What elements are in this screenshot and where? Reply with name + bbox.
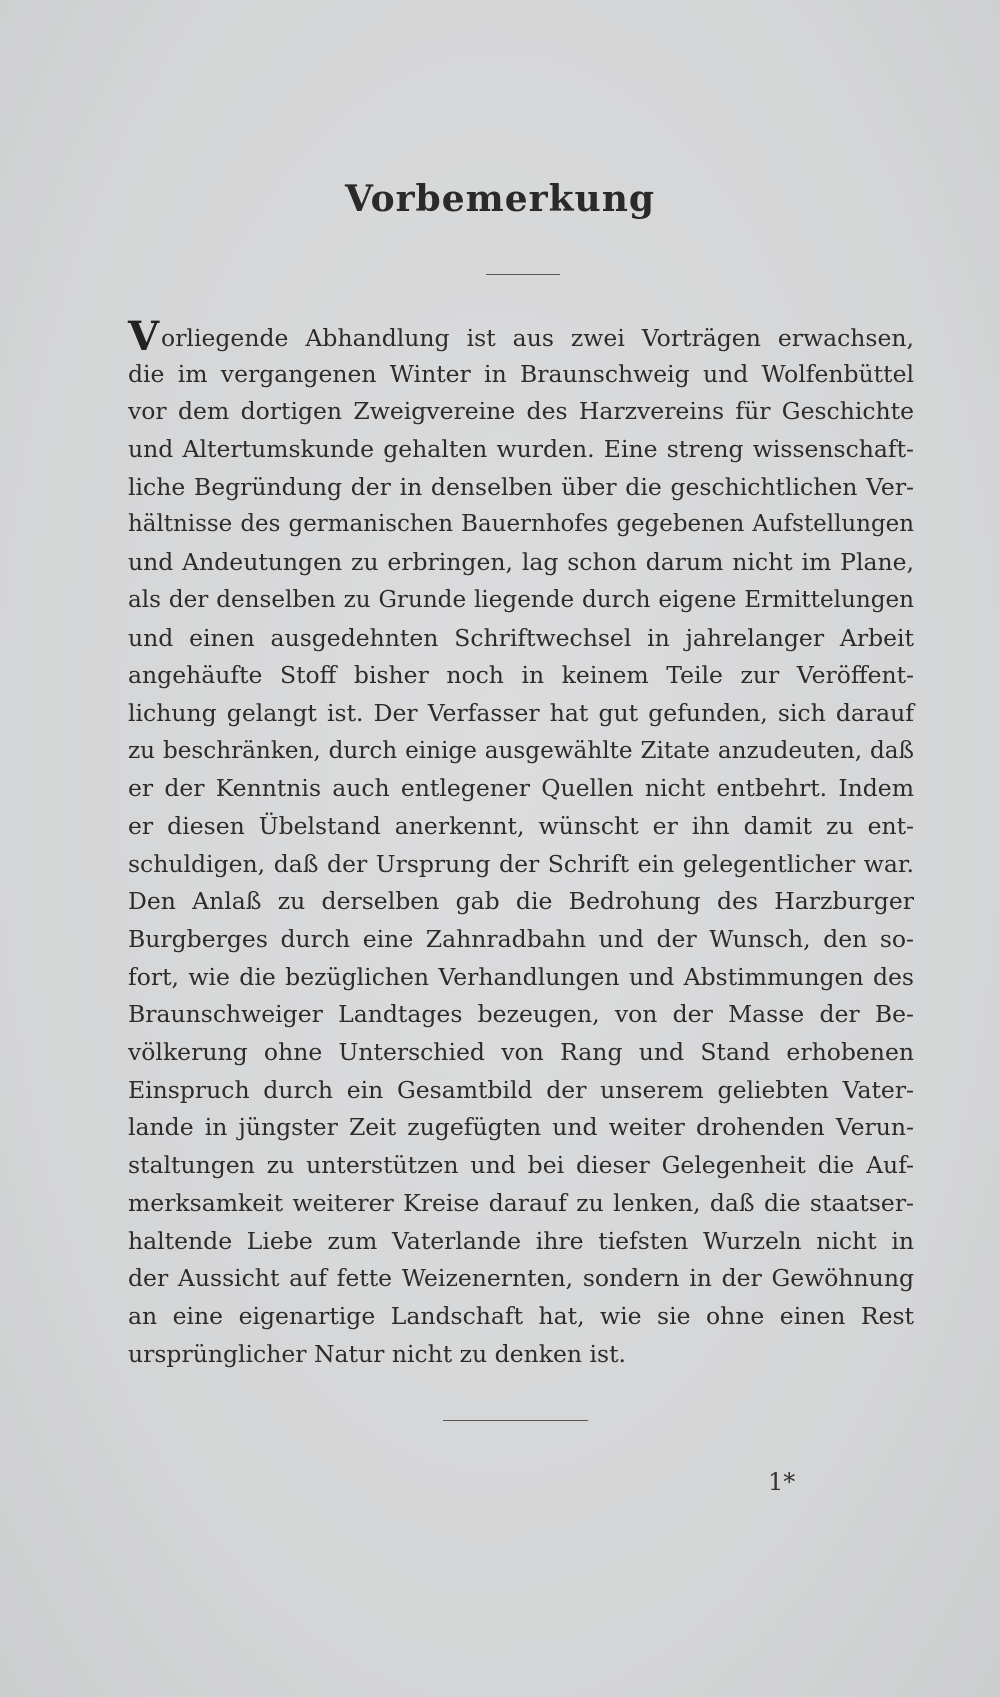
text-line: die im vergangenen Winter in Braunschweig und Wolfenbüttel: [128, 359, 914, 388]
text-line: Braunschweiger Landtages bezeugen, von der Masse der Be-: [128, 1000, 914, 1029]
text-line: hältnisse des germanischen Bauernhofes gegebenen Aufstellungen: [128, 511, 914, 538]
text-line: staltungen zu unterstützen und bei dieser Gelegenheit die Auf-: [128, 1151, 914, 1180]
text-line: vor dem dortigen Zweigvereine des Harzvereins für Geschichte: [128, 397, 914, 426]
text-line: er der Kenntnis auch entlegener Quellen nicht entbehrt. Indem: [128, 774, 914, 803]
text-line: zu beschränken, durch einige ausgewählte Zitate anzudeuten, daß: [128, 737, 914, 764]
text-line: er diesen Übelstand anerkennt, wünscht er ihn damit zu ent-: [128, 811, 914, 840]
text-line: ursprünglicher Natur nicht zu denken ist.: [128, 1339, 626, 1368]
text-line: lande in jüngster Zeit zugefügten und weiter drohenden Verun-: [128, 1113, 914, 1142]
text-line: merksamkeit weiterer Kreise darauf zu lenken, daß die staatser-: [128, 1188, 914, 1217]
text-line: liche Begründung der in denselben über die geschichtlichen Ver-: [128, 472, 914, 501]
text-line: Burgberges durch eine Zahnradbahn und der Wunsch, den so-: [128, 925, 914, 953]
title-divider: [486, 274, 560, 275]
text-line: der Aussicht auf fette Weizenernten, sondern in der Gewöhnung: [128, 1264, 914, 1293]
text-line: an eine eigenartige Landschaft hat, wie sie ohne einen Rest: [128, 1301, 914, 1330]
text-line: und einen ausgedehnten Schriftwechsel in jahrelanger Arbeit: [128, 623, 914, 652]
text-line: fort, wie die bezüglichen Verhandlungen und Abstimmungen des: [128, 962, 914, 991]
text-line: angehäufte Stoff bisher noch in keinem Teile zur Veröffent-: [128, 661, 914, 690]
text-line: als der denselben zu Grunde liegende durch eigene Ermittelungen: [128, 586, 914, 613]
drop-cap: V: [128, 313, 160, 360]
text-line: lichung gelangt ist. Der Verfasser hat gut gefunden, sich darauf: [128, 698, 914, 727]
text-line: Einspruch durch ein Gesamtbild der unserem geliebten Vater-: [128, 1075, 914, 1104]
body-paragraph: [128, 313, 914, 1373]
text-line: haltende Liebe zum Vaterlande ihre tiefsten Wurzeln nicht in: [128, 1226, 914, 1255]
text-line: schuldigen, daß der Ursprung der Schrift ein gelegentlicher war.: [128, 849, 914, 878]
text-line: und Altertumskunde gehalten wurden. Eine streng wissenschaft-: [128, 435, 914, 464]
text-line: und Andeutungen zu erbringen, lag schon darum nicht im Plane,: [128, 548, 914, 577]
page-number: 1*: [768, 1468, 796, 1496]
text-line: Den Anlaß zu derselben gab die Bedrohung des Harzburger: [128, 887, 914, 916]
page-title: Vorbemerkung: [344, 178, 656, 220]
text-line: Vorliegende Abhandlung ist aus zwei Vorträgen erwachsen,: [128, 313, 914, 360]
text-line: völkerung ohne Unterschied von Rang und Stand erhobenen: [128, 1038, 914, 1067]
closing-divider: [443, 1420, 588, 1421]
